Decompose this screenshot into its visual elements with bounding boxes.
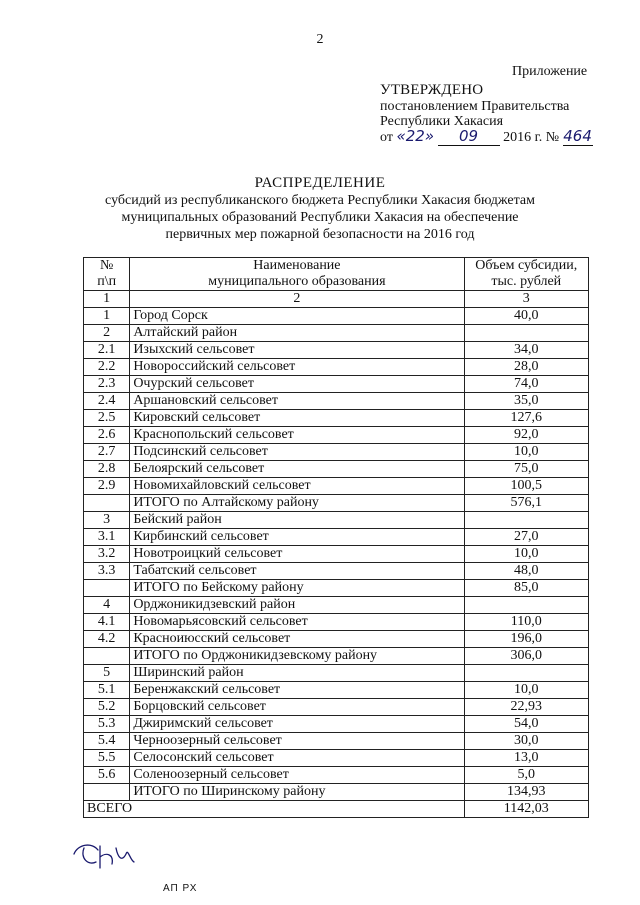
row-name: Подсинский сельсовет: [130, 444, 464, 461]
row-name: Джиримский сельсовет: [130, 716, 464, 733]
table-row: [84, 427, 589, 444]
subtitle-line-1: субсидий из республиканского бюджета Республики Хакасия бюджетам: [105, 193, 535, 208]
row-name: Аршановский сельсовет: [130, 393, 464, 410]
table-row: [84, 699, 589, 716]
row-number: 5.4: [84, 733, 130, 750]
row-amount: 22,93: [464, 699, 588, 716]
row-name: Бейский район: [130, 512, 464, 529]
row-name: Красноиюсский сельсовет: [130, 631, 464, 648]
table-row: [84, 410, 589, 427]
row-number: [84, 784, 130, 801]
table-header-row: [84, 258, 589, 291]
column-number: 2: [130, 291, 464, 308]
row-number: 5.2: [84, 699, 130, 716]
table-row: [84, 308, 589, 325]
column-number-row: [84, 291, 589, 308]
header-num: № п\п: [84, 258, 130, 291]
row-amount: 40,0: [464, 308, 588, 325]
row-amount: 10,0: [464, 682, 588, 699]
row-number: 3.2: [84, 546, 130, 563]
row-number: 2.5: [84, 410, 130, 427]
table-row: [84, 767, 589, 784]
table-row: [84, 665, 589, 682]
total-label: ВСЕГО: [84, 801, 465, 818]
row-amount: 54,0: [464, 716, 588, 733]
table-row: [84, 546, 589, 563]
row-amount: 306,0: [464, 648, 588, 665]
table-row: [84, 614, 589, 631]
row-name: Новороссийский сельсовет: [130, 359, 464, 376]
row-number: 2.9: [84, 478, 130, 495]
row-number: 4: [84, 597, 130, 614]
row-amount: 74,0: [464, 376, 588, 393]
row-amount: [464, 665, 588, 682]
row-number: [84, 580, 130, 597]
row-name: Табатский сельсовет: [130, 563, 464, 580]
row-amount: 92,0: [464, 427, 588, 444]
row-number: 4.1: [84, 614, 130, 631]
row-number: 2.4: [84, 393, 130, 410]
table-row: [84, 784, 589, 801]
row-number: [84, 648, 130, 665]
table-row: [84, 682, 589, 699]
column-number: 1: [84, 291, 130, 308]
table-row: [84, 444, 589, 461]
row-amount: 134,93: [464, 784, 588, 801]
row-number: 2.6: [84, 427, 130, 444]
header-name: Наименование муниципального образования: [130, 258, 464, 291]
row-name: ИТОГО по Бейскому району: [130, 580, 464, 597]
row-name: Город Сорск: [130, 308, 464, 325]
table-row: [84, 597, 589, 614]
table-row: [84, 512, 589, 529]
row-name: ИТОГО по Ширинскому району: [130, 784, 464, 801]
row-amount: 35,0: [464, 393, 588, 410]
table-row: [84, 648, 589, 665]
table-row: [84, 529, 589, 546]
row-name: Краснопольский сельсовет: [130, 427, 464, 444]
row-number: 2.7: [84, 444, 130, 461]
row-name: ИТОГО по Орджоникидзевскому району: [130, 648, 464, 665]
table-row: [84, 478, 589, 495]
row-amount: 127,6: [464, 410, 588, 427]
decree-line-2: Республики Хакасия: [380, 114, 504, 129]
row-amount: 75,0: [464, 461, 588, 478]
total-row: [84, 801, 589, 818]
row-name: Черноозерный сельсовет: [130, 733, 464, 750]
row-number: 5.1: [84, 682, 130, 699]
row-name: Белоярский сельсовет: [130, 461, 464, 478]
document-title: РАСПРЕДЕЛЕНИЕ: [254, 175, 386, 191]
row-amount: [464, 325, 588, 342]
row-name: Новотроицкий сельсовет: [130, 546, 464, 563]
table-row: [84, 733, 589, 750]
header-amount: Объем субсидии, тыс. рублей: [464, 258, 588, 291]
table-row: [84, 580, 589, 597]
date-year-text: 2016 г. №: [503, 130, 560, 145]
table-row: [84, 563, 589, 580]
row-name: Алтайский район: [130, 325, 464, 342]
column-number: 3: [464, 291, 588, 308]
table-row: [84, 359, 589, 376]
row-name: Изыхский сельсовет: [130, 342, 464, 359]
table-row: [84, 393, 589, 410]
row-amount: 110,0: [464, 614, 588, 631]
date-prefix: от: [380, 130, 393, 145]
date-month-handwritten: 09: [438, 129, 500, 146]
subtitle-line-3: первичных мер пожарной безопасности на 2016 год: [165, 227, 475, 242]
subsidy-table: [83, 257, 589, 818]
decree-date-line: [380, 127, 593, 146]
row-amount: 196,0: [464, 631, 588, 648]
row-number: [84, 495, 130, 512]
row-number: 4.2: [84, 631, 130, 648]
row-name: Орджоникидзевский район: [130, 597, 464, 614]
row-amount: 28,0: [464, 359, 588, 376]
row-name: ИТОГО по Алтайскому району: [130, 495, 464, 512]
row-number: 1: [84, 308, 130, 325]
row-name: Новомихайловский сельсовет: [130, 478, 464, 495]
row-amount: 13,0: [464, 750, 588, 767]
row-number: 5.5: [84, 750, 130, 767]
table-row: [84, 325, 589, 342]
footer-code: АП РХ: [163, 883, 198, 894]
row-number: 2.2: [84, 359, 130, 376]
row-amount: 48,0: [464, 563, 588, 580]
row-name: Ширинский район: [130, 665, 464, 682]
row-name: Селосонский сельсовет: [130, 750, 464, 767]
row-number: 5.3: [84, 716, 130, 733]
row-name: Соленоозерный сельсовет: [130, 767, 464, 784]
row-amount: 27,0: [464, 529, 588, 546]
row-amount: 10,0: [464, 444, 588, 461]
row-amount: 34,0: [464, 342, 588, 359]
row-number: 5: [84, 665, 130, 682]
decree-number-handwritten: 464: [563, 127, 592, 145]
approved-stamp-text: УТВЕРЖДЕНО: [380, 82, 484, 98]
decree-line-1: постановлением Правительства: [380, 99, 570, 114]
table-row: [84, 495, 589, 512]
row-amount: 576,1: [464, 495, 588, 512]
appendix-label: Приложение: [512, 64, 588, 79]
table-row: [84, 342, 589, 359]
row-number: 3.1: [84, 529, 130, 546]
row-amount: 30,0: [464, 733, 588, 750]
table-row: [84, 631, 589, 648]
row-number: 3: [84, 512, 130, 529]
table-row: [84, 461, 589, 478]
row-amount: [464, 512, 588, 529]
row-name: Кирбинский сельсовет: [130, 529, 464, 546]
subtitle-line-2: муниципальных образований Республики Хакасия на обеспечение: [121, 210, 519, 225]
total-amount: 1142,03: [464, 801, 588, 818]
row-name: Борцовский сельсовет: [130, 699, 464, 716]
table-row: [84, 716, 589, 733]
row-name: Кировский сельсовет: [130, 410, 464, 427]
page-number: 2: [316, 32, 324, 47]
row-amount: 10,0: [464, 546, 588, 563]
row-amount: [464, 597, 588, 614]
row-number: 3.3: [84, 563, 130, 580]
row-amount: 85,0: [464, 580, 588, 597]
row-number: 2.3: [84, 376, 130, 393]
row-name: Новомарьясовский сельсовет: [130, 614, 464, 631]
row-number: 2.8: [84, 461, 130, 478]
row-name: Беренжакский сельсовет: [130, 682, 464, 699]
row-name: Очурский сельсовет: [130, 376, 464, 393]
table-row: [84, 376, 589, 393]
row-amount: 100,5: [464, 478, 588, 495]
date-day-handwritten: «22»: [396, 127, 435, 145]
signature: [70, 838, 140, 877]
table-row: [84, 750, 589, 767]
row-number: 2.1: [84, 342, 130, 359]
row-amount: 5,0: [464, 767, 588, 784]
row-number: 5.6: [84, 767, 130, 784]
row-number: 2: [84, 325, 130, 342]
